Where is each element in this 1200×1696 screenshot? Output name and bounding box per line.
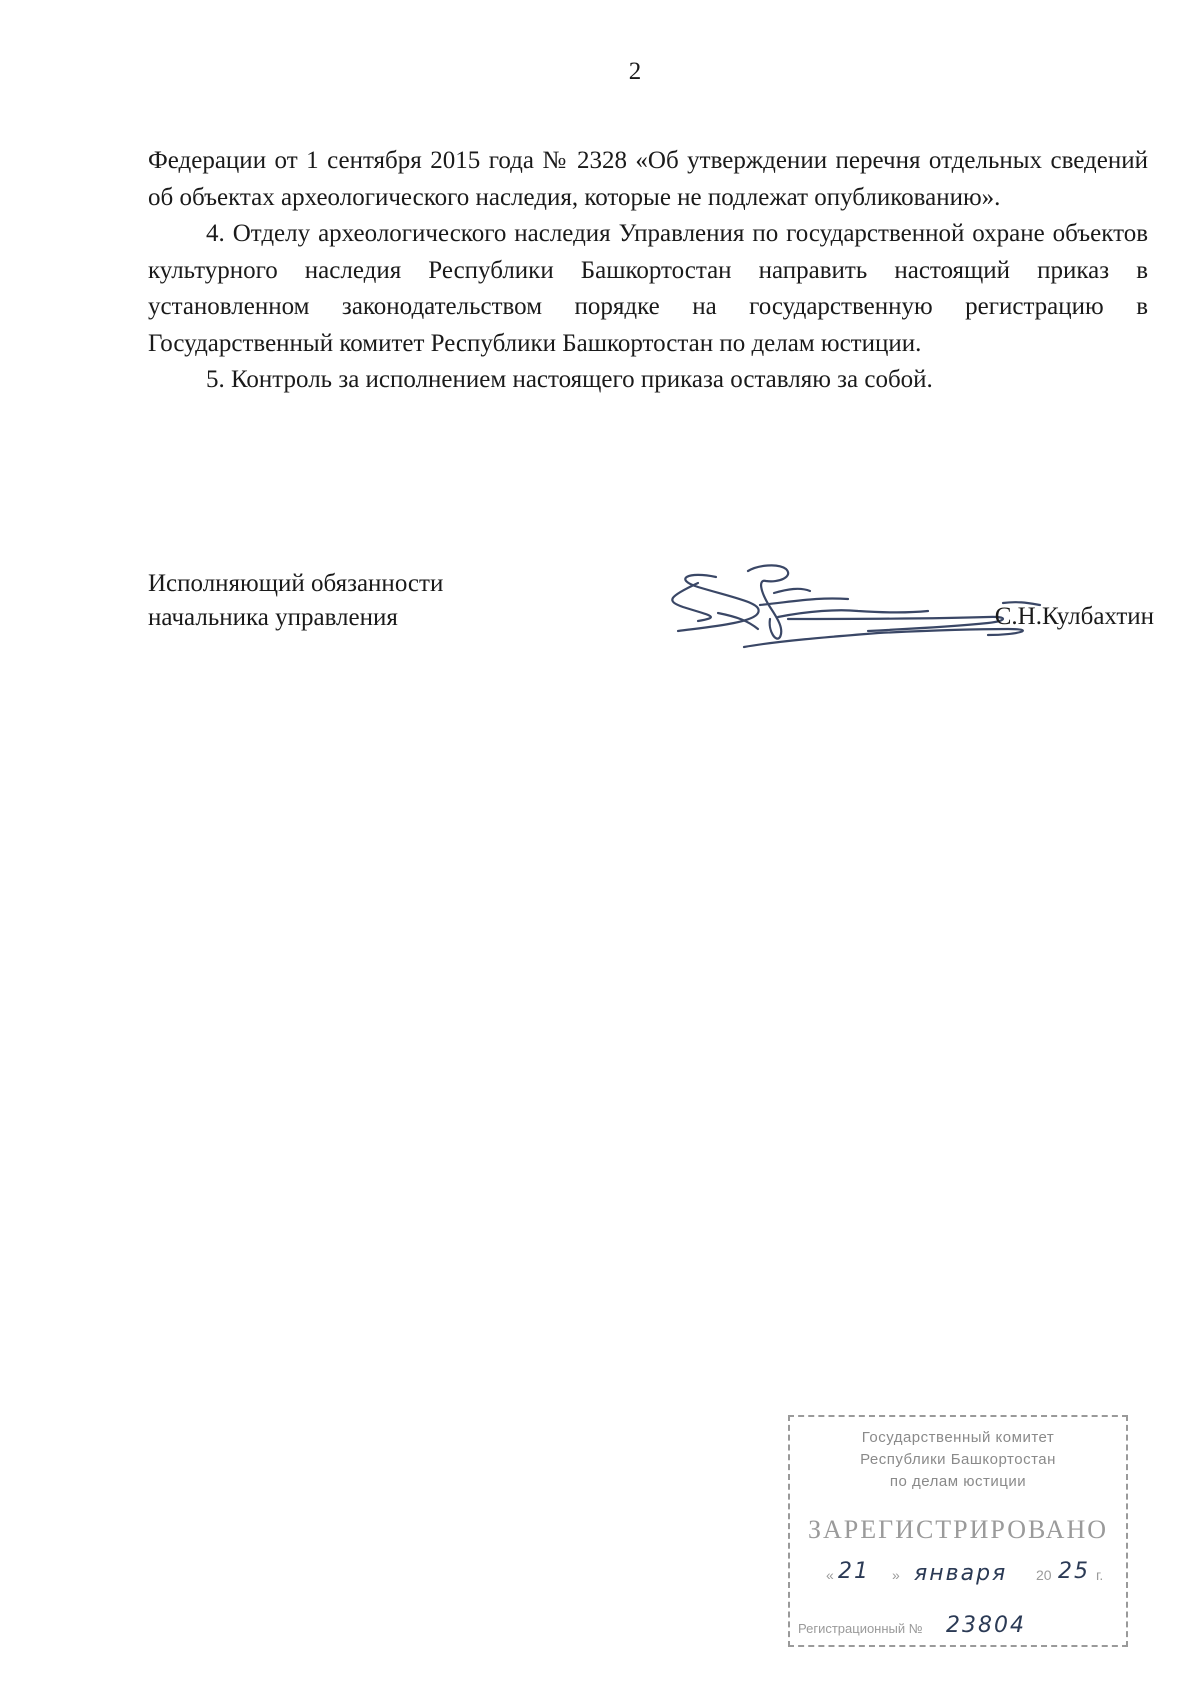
stamp-year-prefix: 20	[1036, 1567, 1052, 1583]
signature-block	[148, 567, 1154, 657]
stamp-org-line-3: по делам юстиции	[889, 1473, 1027, 1490]
signer-title-line-1: Исполняющий обязанности	[148, 570, 444, 597]
stamp-reg-label: Регистрационный №	[798, 1621, 923, 1636]
signer-title	[148, 567, 443, 635]
stamp-reg-number: 23804	[946, 1613, 1026, 1638]
stamp-month: января	[914, 1561, 1008, 1586]
paragraph-item-5: 5. Контроль за исполнением настоящего приказа оставляю за собой.	[206, 366, 933, 393]
signer-title-line-2: начальника управления	[148, 604, 398, 631]
page-number: 2	[628, 58, 642, 85]
stamp-org-line-2: Республики Башкортостан	[860, 1451, 1056, 1468]
stamp-regnum-row	[798, 1613, 1118, 1643]
stamp-registered-label: ЗАРЕГИСТРИРОВАНО	[808, 1515, 1108, 1544]
stamp-quote-close: »	[892, 1567, 900, 1583]
stamp-org-line-1: Государственный комитет	[861, 1429, 1055, 1446]
stamp-year-unit: г.	[1096, 1567, 1104, 1583]
signer-name: С.Н.Кулбахтин	[994, 603, 1154, 630]
stamp-quote-open: «	[826, 1567, 834, 1583]
registration-stamp	[788, 1415, 1128, 1647]
paragraph-item-4: 4. Отделу археологического наследия Управления по государственной охране объектов культурного наследия Республики Башкортостан направить настоящий приказ в установленном законодательством порядке на государственную регистрацию в Государственный комитет Республики Башкортостан по делам юстиции.	[148, 220, 1148, 357]
document-body	[148, 143, 1148, 399]
stamp-day: 21	[838, 1559, 870, 1584]
stamp-organization	[790, 1427, 1126, 1493]
paragraph-continuation: Федерации от 1 сентября 2015 года № 2328 «Об утверждении перечня отдельных сведений об объектах археологического наследия, которые не подлежат опубликованию».	[148, 147, 1148, 211]
stamp-year-suffix: 25	[1058, 1559, 1090, 1584]
stamp-date-row	[826, 1559, 1116, 1595]
